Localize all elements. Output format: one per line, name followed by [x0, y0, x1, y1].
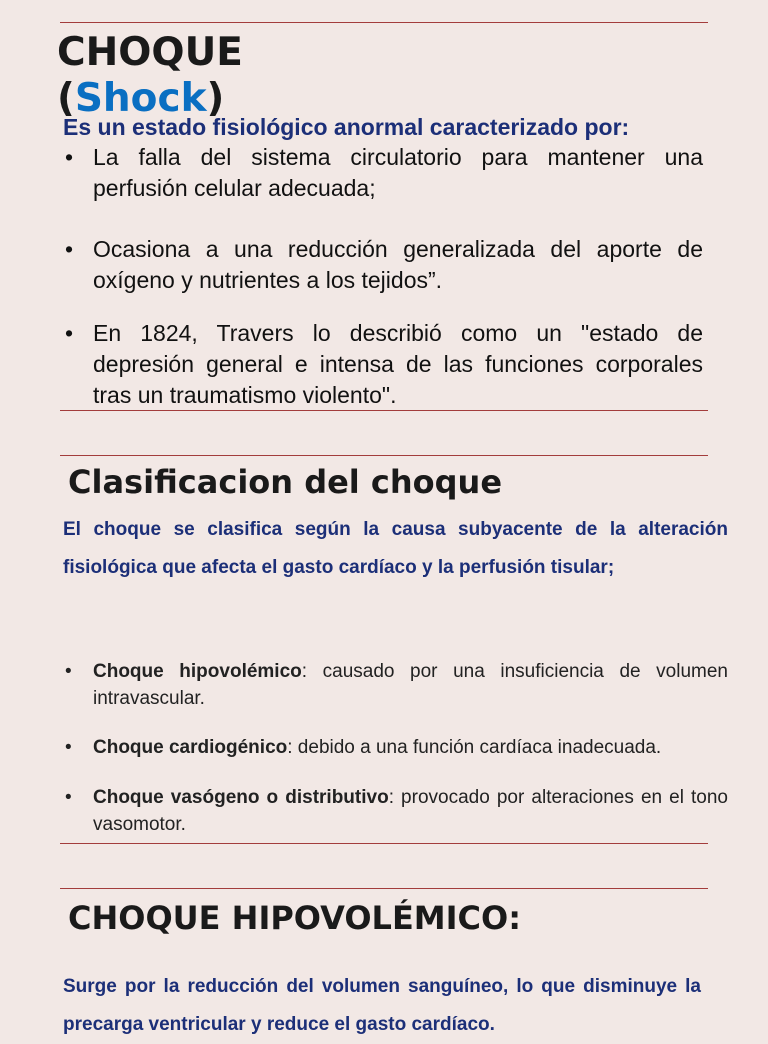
- title-accent-word: Shock: [74, 76, 207, 121]
- title-main: CHOQUE: [57, 30, 243, 75]
- slide2-bottom-rule: [60, 843, 708, 844]
- slide2-intro: El choque se clasifica según la causa subyacente de la alteración fisiológica que afecta el gasto cardíaco y la perfusión tisular;: [63, 519, 728, 578]
- item-desc: : debido a una función cardíaca inadecuada.: [287, 737, 662, 758]
- list-item: [63, 658, 728, 712]
- list-item: • En 1824, Travers lo describió como un "estado de depresión general e intensa de las funciones corporales tras un traumatismo violento".: [63, 318, 703, 411]
- slide3-top-rule: [60, 888, 708, 889]
- slide2-bullet-list: [63, 658, 728, 838]
- slide1-title: [57, 30, 357, 122]
- title-open-paren: (: [57, 76, 75, 121]
- slide1-bottom-rule: [60, 410, 708, 411]
- list-item: • Ocasiona a una reducción generalizada del aporte de oxígeno y nutrientes a los tejidos”.: [63, 234, 703, 296]
- item-desc: : causado por una insuficiencia de volumen intravascular.: [93, 661, 728, 709]
- item-term: Choque hipovolémico: [93, 661, 302, 682]
- item-term: Choque cardiogénico: [93, 737, 288, 758]
- list-item: • La falla del sistema circulatorio para mantener una perfusión celular adecuada;: [63, 142, 703, 204]
- item-term: Choque vasógeno o distributivo: [93, 787, 389, 808]
- slide2-title: Clasificacion del choque: [68, 463, 503, 501]
- slide1-top-rule: [60, 22, 708, 23]
- slide2-top-rule: [60, 455, 708, 456]
- slide1-bullet-list: [63, 142, 703, 411]
- list-item: [63, 784, 728, 838]
- item-desc: : provocado por alteraciones en el tono vasomotor.: [93, 787, 728, 835]
- title-close-paren: ): [206, 76, 225, 121]
- list-item: [63, 734, 728, 761]
- slide3-title: CHOQUE HIPOVOLÉMICO:: [68, 899, 522, 937]
- slide3-intro: Surge por la reducción del volumen sanguíneo, lo que disminuye la precarga ventricular y reduce el gasto cardíaco.: [63, 976, 701, 1035]
- slide1-lead: Es un estado fisiológico anormal caracterizado por:: [63, 114, 630, 140]
